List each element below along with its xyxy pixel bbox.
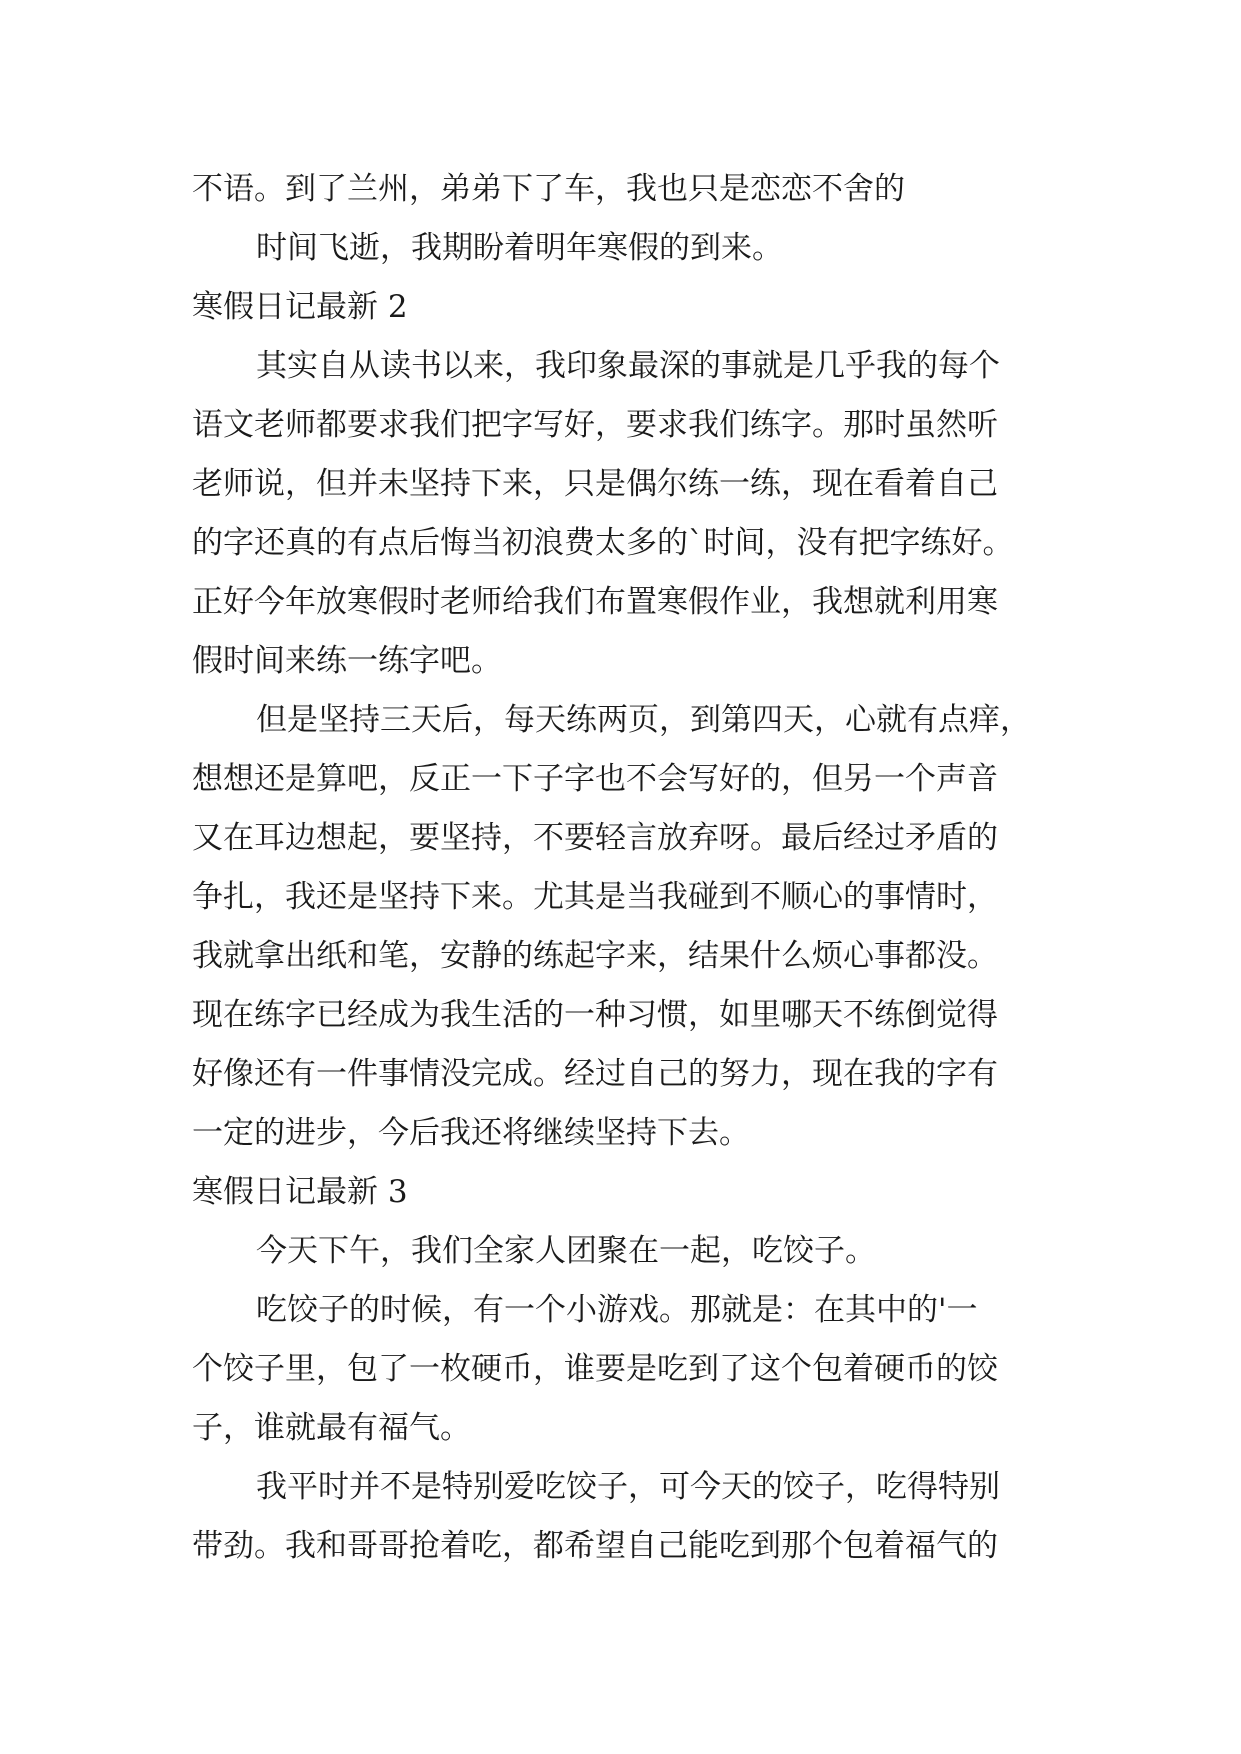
paragraph-line: 现在练字已经成为我生活的一种习惯，如里哪天不练倒觉得 (192, 997, 998, 1033)
paragraph-line: 争扎，我还是坚持下来。尤其是当我碰到不顺心的事情时， (192, 879, 998, 915)
paragraph-line: 带劲。我和哥哥抢着吃，都希望自己能吃到那个包着福气的 (192, 1528, 998, 1564)
paragraph-line: 今天下午，我们全家人团聚在一起，吃饺子。 (256, 1233, 876, 1269)
paragraph-line: 语文老师都要求我们把字写好，要求我们练字。那时虽然听 (192, 407, 998, 443)
paragraph-line: 时间飞逝，我期盼着明年寒假的到来。 (256, 230, 783, 266)
paragraph-line: 子，谁就最有福气。 (192, 1410, 471, 1446)
paragraph-line: 好像还有一件事情没完成。经过自己的努力，现在我的字有 (192, 1056, 998, 1092)
section-heading: 寒假日记最新 2 (192, 289, 408, 325)
paragraph-line: 一定的进步，今后我还将继续坚持下去。 (192, 1115, 750, 1151)
paragraph-line: 正好今年放寒假时老师给我们布置寒假作业，我想就利用寒 (192, 584, 998, 620)
paragraph-line: 吃饺子的时候，有一个小游戏。那就是：在其中的'一 (256, 1292, 978, 1328)
paragraph-line: 又在耳边想起，要坚持，不要轻言放弃呀。最后经过矛盾的 (192, 820, 998, 856)
paragraph-line: 假时间来练一练字吧。 (192, 643, 502, 679)
paragraph-line: 但是坚持三天后，每天练两页，到第四天，心就有点痒， (256, 702, 1031, 738)
document-body (192, 160, 1072, 1576)
paragraph-line: 我平时并不是特别爱吃饺子，可今天的饺子，吃得特别 (256, 1469, 1000, 1505)
paragraph-line: 不语。到了兰州，弟弟下了车，我也只是恋恋不舍的 (192, 171, 905, 207)
paragraph-line: 个饺子里，包了一枚硬币，谁要是吃到了这个包着硬币的饺 (192, 1351, 998, 1387)
paragraph-line: 的字还真的有点后悔当初浪费太多的`时间，没有把字练好。 (192, 525, 1014, 561)
paragraph-line: 其实自从读书以来，我印象最深的事就是几乎我的每个 (256, 348, 1000, 384)
section-heading: 寒假日记最新 3 (192, 1174, 408, 1210)
paragraph-line: 想想还是算吧，反正一下子字也不会写好的，但另一个声音 (192, 761, 998, 797)
paragraph-line: 我就拿出纸和笔，安静的练起字来，结果什么烦心事都没。 (192, 938, 998, 974)
paragraph-line: 老师说，但并未坚持下来，只是偶尔练一练，现在看着自己 (192, 466, 998, 502)
